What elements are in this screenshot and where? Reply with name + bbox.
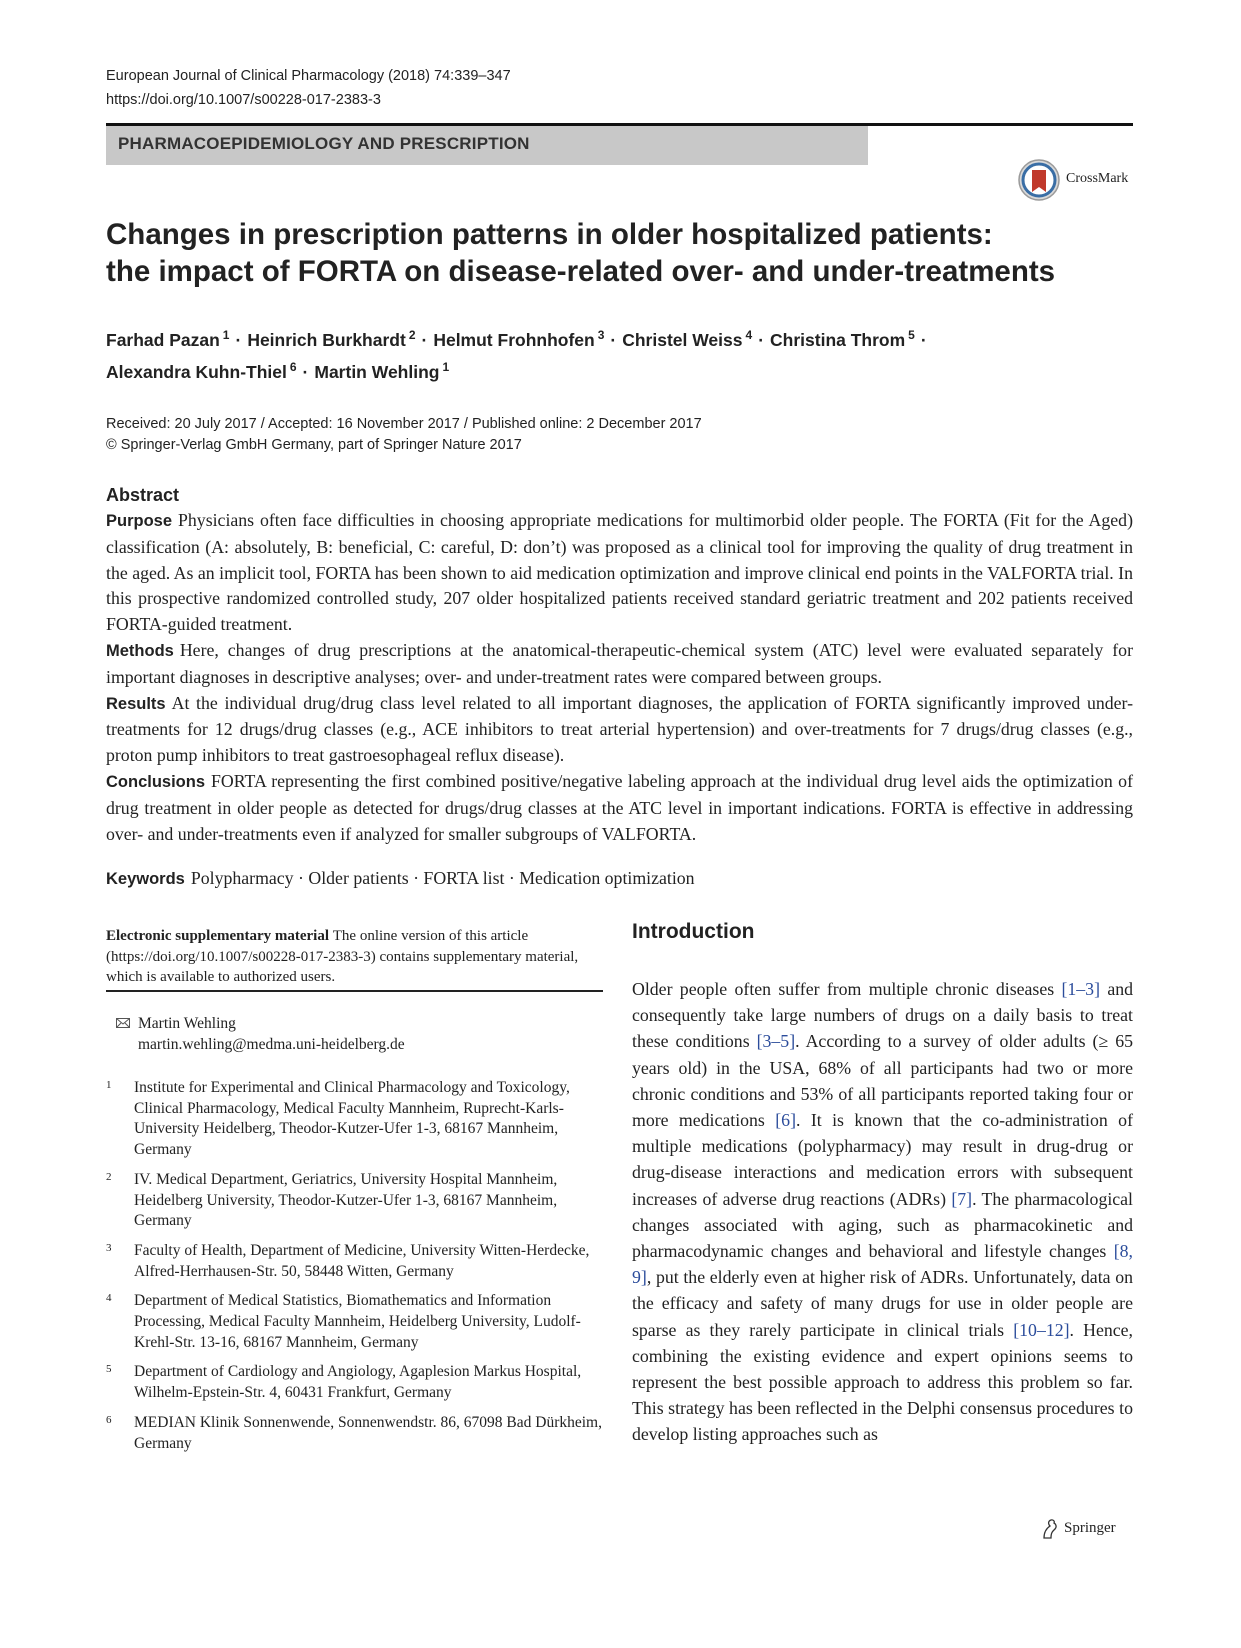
correspondence — [116, 1014, 405, 1055]
affiliation-item — [106, 1413, 606, 1454]
author-separator: · — [610, 329, 617, 350]
correspondence-email[interactable]: martin.wehling@medma.uni-heidelberg.de — [138, 1035, 405, 1053]
author-name-text: Farhad Pazan — [106, 329, 220, 350]
affiliation-number: 4 — [106, 1292, 112, 1305]
journal-info — [106, 64, 511, 112]
introduction-text: . It is known that the co-administration of multiple medications (polypharmacy) may result in drug-drug or drug-disease interactions and medication errors with subsequent increases of adverse drug reactions (ADRs) — [632, 1110, 1133, 1209]
introduction-paragraph — [632, 976, 1133, 1448]
introduction-heading: Introduction — [632, 920, 755, 943]
affiliation-item — [106, 1241, 606, 1282]
author-separator: · — [421, 329, 428, 350]
keywords-label: Keywords — [106, 870, 185, 888]
affiliation-item — [106, 1362, 606, 1403]
crossmark-label: CrossMark — [1066, 171, 1129, 186]
citation-link[interactable]: [7] — [951, 1188, 973, 1209]
author-name-text: Helmut Frohnhofen — [433, 329, 595, 350]
author-separator: · — [235, 329, 242, 350]
methods-label: Methods — [106, 641, 174, 660]
affiliation-text: Faculty of Health, Department of Medicine, University Witten-Herdecke, Alfred-Herrhausen-Str. 50, 58448 Witten, Germany — [134, 1241, 590, 1280]
results-text: At the individual drug/drug class level related to all important diagnoses, the application of FORTA significantly improved under-treatments for 12 drugs/drug classes (e.g., ACE inhibitors to treat arterial hypertension) and over-treatments for 7 drugs/drug classes (e.g., proton pump inhibitors to treat gastroesophageal reflux disease). — [106, 692, 1133, 766]
abstract-methods — [106, 638, 1133, 691]
author-name[interactable] — [433, 330, 604, 350]
affiliation-list — [106, 1078, 606, 1463]
affiliation-number: 6 — [106, 1413, 112, 1426]
affiliation-item — [106, 1170, 606, 1232]
affiliation-item — [106, 1078, 606, 1161]
author-affiliation-marker: 6 — [289, 359, 297, 374]
supplementary-link[interactable]: https://doi.org/10.1007/s00228-017-2383-3 — [111, 948, 371, 965]
author-name-text: Christina Throm — [770, 329, 906, 350]
supplementary-rule — [106, 990, 603, 992]
author-name[interactable] — [770, 330, 915, 350]
author-name-text: Alexandra Kuhn-Thiel — [106, 361, 287, 382]
introduction-body — [632, 976, 1133, 1448]
envelope-icon — [116, 1018, 130, 1028]
methods-text: Here, changes of drug prescriptions at the anatomical-therapeutic-chemical system (ATC) level were evaluated separately for important diagnoses in descriptive analyses; over- and under-treatment rates were compared between groups. — [106, 639, 1133, 687]
author-affiliation-marker: 1 — [222, 328, 230, 342]
author-name[interactable] — [314, 359, 450, 382]
author-separator: · — [920, 329, 927, 350]
journal-citation: European Journal of Clinical Pharmacology (2018) 74:339–347 — [106, 68, 511, 84]
purpose-text: Physicians often face difficulties in choosing appropriate medications for multimorbid older people. The FORTA (Fit for the Aged) classification (A: absolutely, B: beneficial, C: careful, D: don’t) was proposed as a clinical tool for improving the quality of drug treatment in the aged. As an implicit tool, FORTA has been shown to aid medication optimization and improve clinical end points in the VALFORTA trial. In this prospective randomized controlled study, 207 older hospitalized patients received standard geriatric treatment and 202 patients received FORTA-guided treatment. — [106, 510, 1133, 635]
citation-link[interactable]: [10–12] — [1013, 1319, 1070, 1340]
author-affiliation-marker: 4 — [745, 328, 753, 342]
citation-link[interactable]: [8, 9] — [632, 1241, 1133, 1288]
doi-line[interactable]: https://doi.org/10.1007/s00228-017-2383-3 — [106, 92, 381, 108]
publication-dates — [106, 414, 702, 456]
author-name[interactable] — [622, 330, 752, 350]
affiliation-number: 1 — [106, 1079, 112, 1091]
affiliation-text: IV. Medical Department, Geriatrics, University Hospital Mannheim, Heidelberg University, Theodor-Kutzer-Ufer 1-3, 68167 Mannheim, Germany — [134, 1170, 558, 1230]
springer-label: Springer — [1064, 1520, 1116, 1536]
crossmark-icon — [1017, 158, 1061, 202]
affiliation-text: Institute for Experimental and Clinical Pharmacology and Toxicology, Clinical Pharmacology, Medical Faculty Mannheim, Ruprecht-Karls-University Heidelberg, Theodor-Kutzer-Ufer 1-3, 68167 Mannheim, Germany — [134, 1079, 570, 1159]
author-separator: · — [302, 361, 309, 382]
author-name[interactable] — [106, 330, 229, 350]
affiliation-text: MEDIAN Klinik Sonnenwende, Sonnenwendstr. 86, 67098 Bad Dürkheim, Germany — [134, 1413, 602, 1452]
introduction-text: Older people often suffer from multiple chronic diseases — [632, 979, 1062, 999]
title-line-2: the impact of FORTA on disease-related over- and under-treatments — [106, 255, 1056, 288]
affiliation-text: Department of Cardiology and Angiology, Agaplesion Markus Hospital, Wilhelm-Epstein-Str. 4, 60431 Frankfurt, Germany — [134, 1363, 582, 1402]
introduction-text: and consequently take large numbers of drugs on a daily basis to treat these conditions — [632, 979, 1133, 1052]
affiliation-item — [106, 1291, 606, 1353]
citation-link[interactable]: [6] — [775, 1110, 796, 1131]
author-affiliation-marker: 5 — [908, 328, 915, 342]
supplementary-text-before: The online version of this article ( — [106, 928, 529, 965]
copyright-line: © Springer-Verlag GmbH Germany, part of Springer Nature 2017 — [106, 437, 522, 453]
affiliation-number: 5 — [106, 1363, 112, 1376]
author-list — [106, 322, 1136, 386]
history-dates: Received: 20 July 2017 / Accepted: 16 November 2017 / Published online: 2 December 2017 — [106, 416, 702, 432]
supplementary-label: Electronic supplementary material — [106, 928, 330, 944]
keywords — [106, 865, 1133, 892]
affiliation-text: Department of Medical Statistics, Biomathematics and Information Processing, Medical Faculty Mannheim, Heidelberg University, Ludolf-Krehl-Str. 13-16, 68167 Mannheim, Germany — [134, 1292, 581, 1351]
abstract-body — [106, 508, 1133, 847]
introduction-text: . According to a survey of older adults (≥ 65 years old) in the USA, 68% of all participants had two or more chronic conditions and 53% of all participants reported taking four or more medications — [632, 1031, 1133, 1131]
author-name[interactable] — [106, 359, 297, 382]
title-line-1: Changes in prescription patterns in older hospitalized patients: — [106, 218, 993, 251]
author-name-text: Heinrich Burkhardt — [247, 329, 406, 350]
supplementary-note — [106, 926, 603, 988]
affiliation-number: 2 — [106, 1170, 112, 1183]
citation-link[interactable]: [1–3] — [1061, 979, 1100, 999]
author-affiliation-marker: 2 — [408, 328, 416, 342]
section-label: PHARMACOEPIDEMIOLOGY AND PRESCRIPTION — [118, 134, 530, 153]
supplementary-text-after: ) contains supplementary material, which is available to authorized users. — [106, 948, 579, 985]
conclusions-label: Conclusions — [106, 772, 206, 791]
abstract-purpose — [106, 508, 1133, 638]
author-name[interactable] — [247, 330, 415, 350]
introduction-text: , put the elderly even at higher risk of ADRs. Unfortunately, data on the efficacy and safety of many drugs for use in older people are sparse as they rarely participate in clinical trials — [632, 1267, 1133, 1340]
article-title — [106, 216, 1136, 290]
affiliation-number: 3 — [106, 1241, 112, 1254]
author-name-text: Christel Weiss — [622, 329, 743, 350]
correspondence-name: Martin Wehling — [138, 1015, 236, 1032]
crossmark-badge[interactable] — [1017, 158, 1135, 202]
abstract-conclusions — [106, 769, 1133, 847]
purpose-label: Purpose — [106, 512, 173, 530]
conclusions-text: FORTA representing the first combined positive/negative labeling approach at the individual drug level aids the optimization of drug treatment in older people as detected for drugs/drug classes at the ATC level in important indications. FORTA is effective in addressing over- and under-treatments even if analyzed for smaller subgroups of VALFORTA. — [106, 770, 1133, 844]
introduction-text: . Hence, combining the existing evidence and expert opinions seems to represent the best possible approach to address this problem so far. This strategy has been reflected in the Delphi consensus procedures to develop listing approaches such as — [632, 1319, 1133, 1445]
author-affiliation-marker: 3 — [597, 328, 605, 342]
author-affiliation-marker: 1 — [442, 359, 450, 374]
abstract-heading: Abstract — [106, 485, 180, 505]
results-label: Results — [106, 694, 166, 713]
citation-link[interactable]: [3–5] — [756, 1031, 796, 1052]
springer-horse-icon — [1040, 1518, 1060, 1540]
abstract-results — [106, 691, 1133, 769]
author-name-text: Martin Wehling — [314, 361, 440, 382]
introduction-text: . The pharmacological changes associated with aging, such as pharmacokinetic and pharmacodynamic changes and behavioral and lifestyle changes — [632, 1188, 1133, 1262]
author-separator: · — [758, 329, 765, 350]
keywords-text: Polypharmacy · Older patients · FORTA list · Medication optimization — [190, 868, 695, 888]
